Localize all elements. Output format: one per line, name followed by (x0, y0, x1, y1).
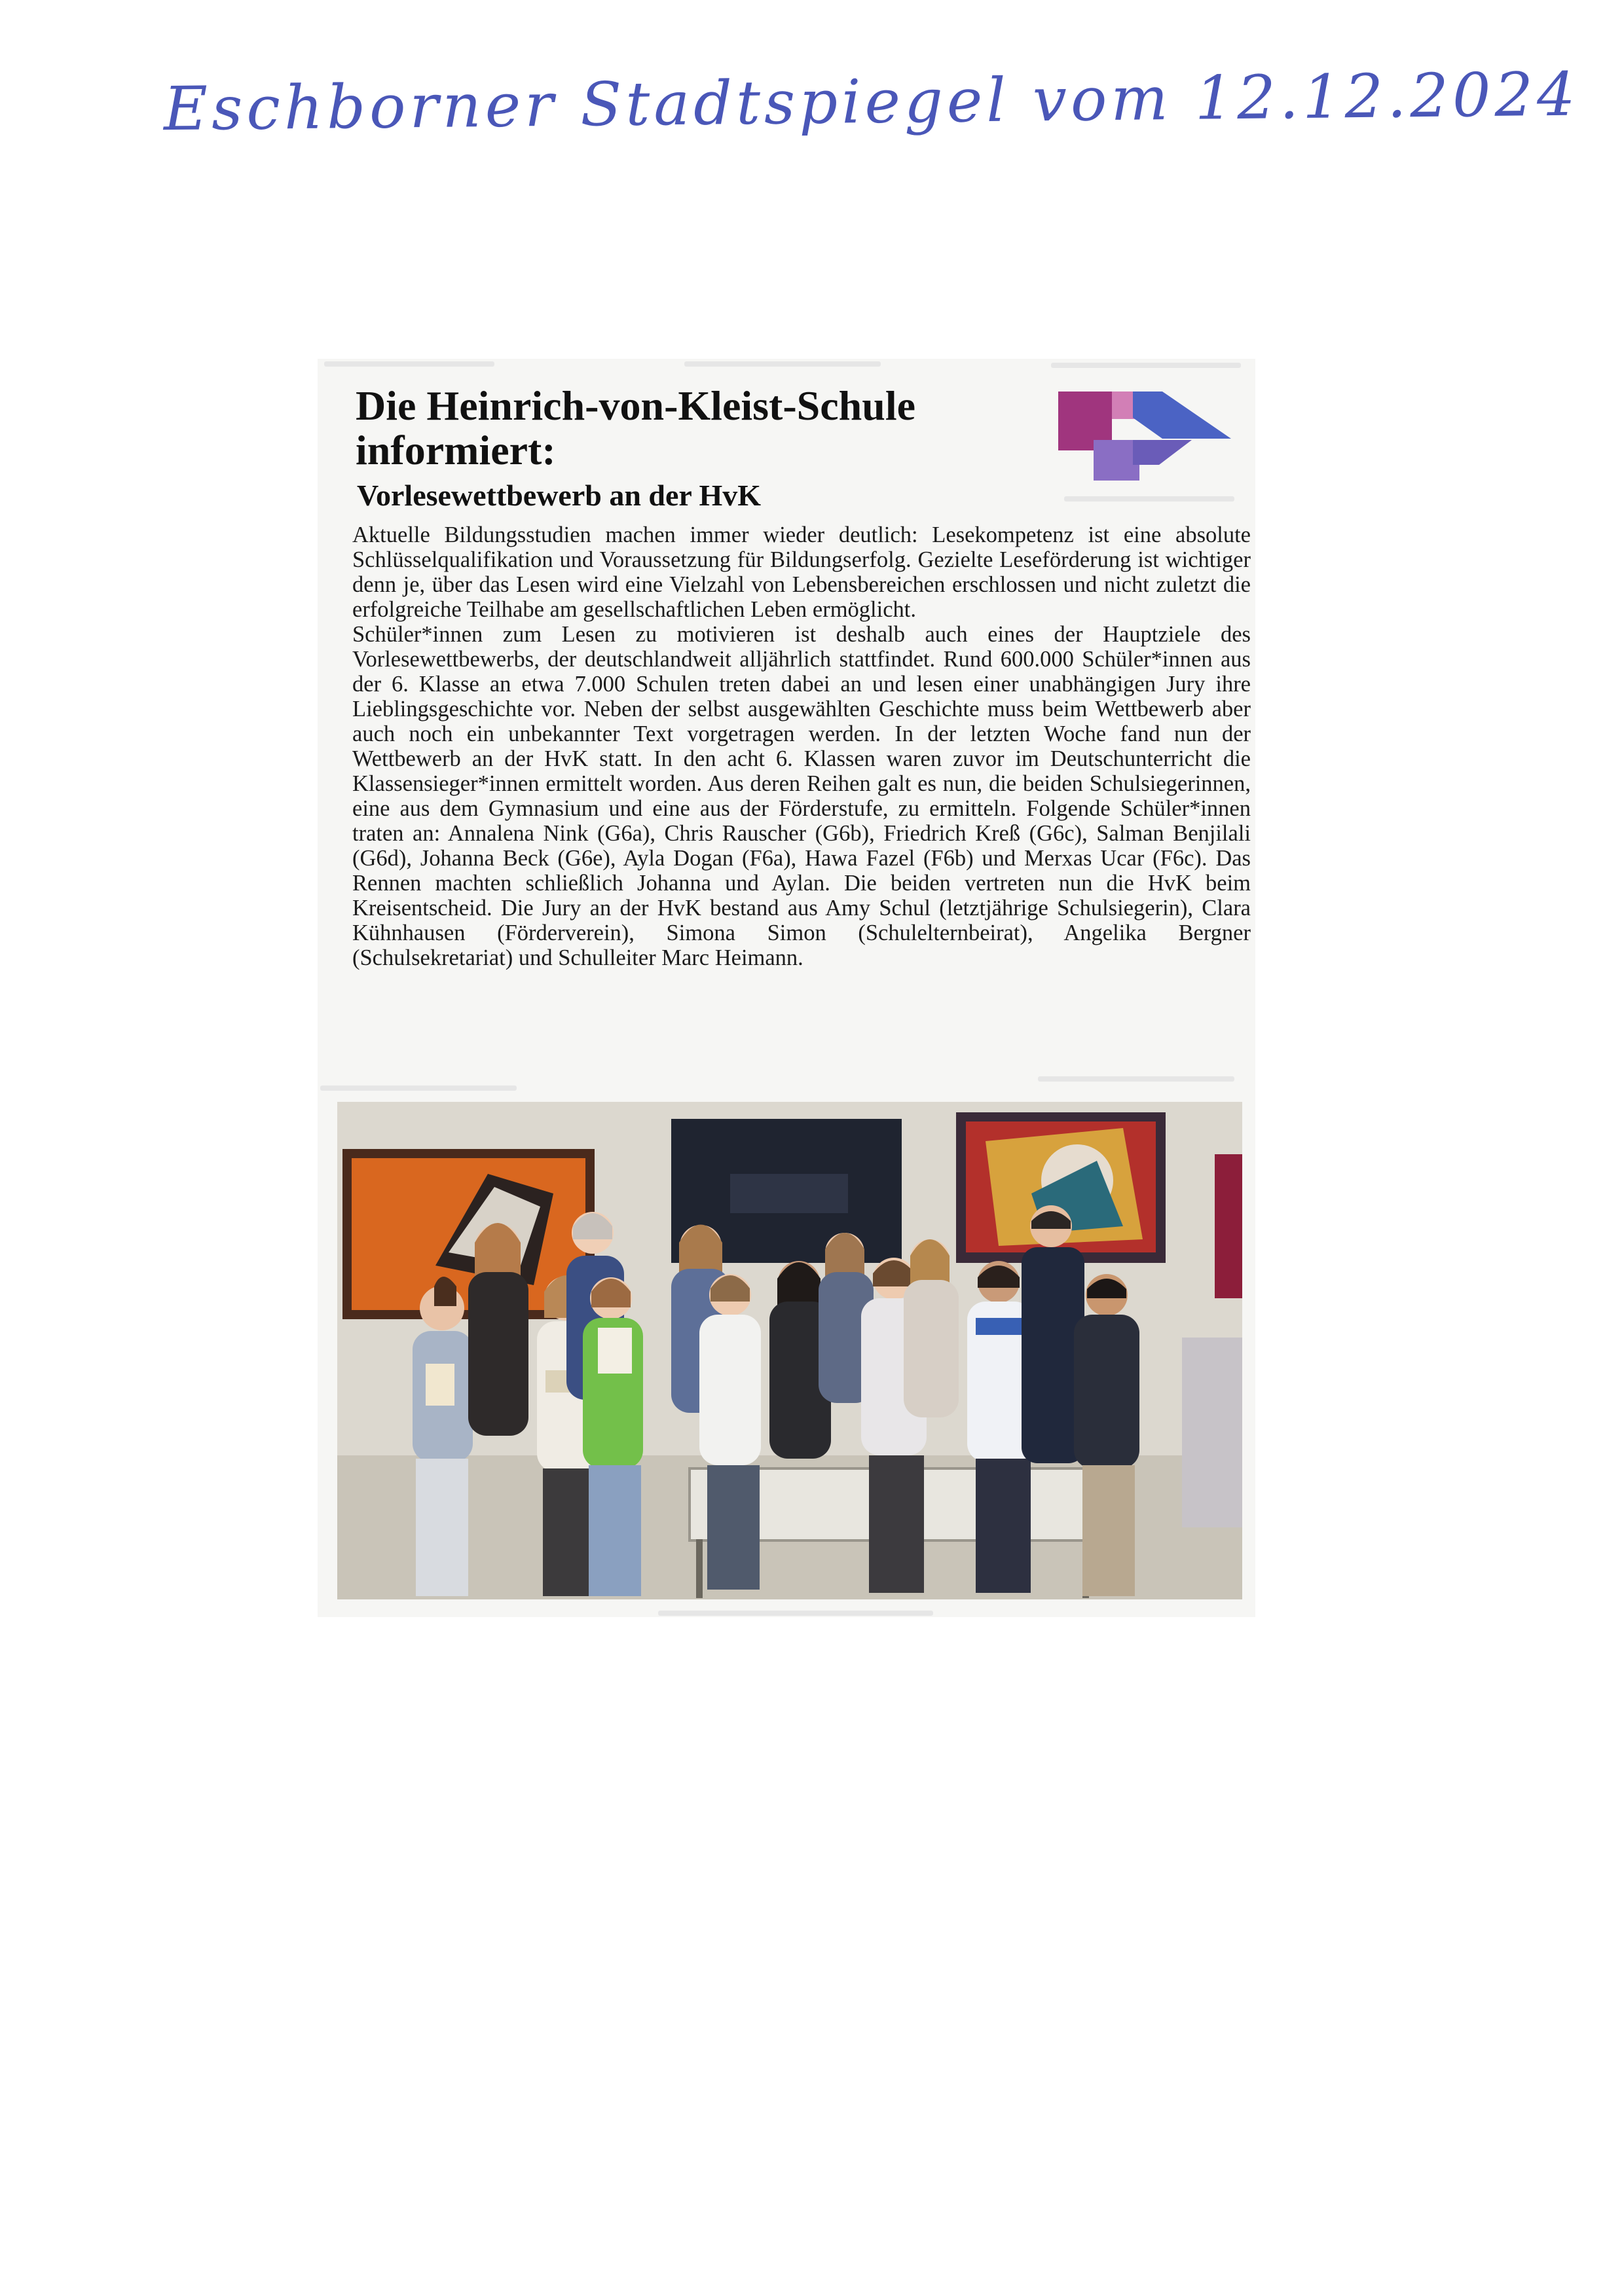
bleed-through-line (658, 1611, 933, 1616)
bleed-through-line (684, 361, 881, 367)
bleed-through-line (1051, 363, 1241, 368)
hvk-logo (1054, 380, 1238, 484)
logo-chevron-violet (1133, 440, 1192, 465)
person (583, 1277, 643, 1596)
tv-screen-glare (730, 1174, 848, 1213)
painting-far-right (1215, 1154, 1242, 1298)
group-photo (337, 1102, 1242, 1599)
article-title: Die Heinrich-von-Kleist-Schule informiert: (356, 382, 916, 473)
article-body (352, 522, 1251, 970)
logo-shape-purple (1094, 440, 1139, 481)
handwritten-note: Eschborner Stadtspiegel vom 12.12.2024 (163, 59, 1580, 145)
bleed-through-line (1064, 496, 1234, 501)
article-paragraph-1: Aktuelle Bildungsstudien machen immer wieder deutlich: Lesekompetenz ist eine absolute Schlüsselqualifikation und Voraussetzung für Bildungserfolg. Gezielte Leseförderung ist wichtiger denn je, über das Lesen wird eine Vielzahl von Lebensbereichen erschlossen und nicht zuletzt die erfolgreiche Teilhabe am gesellschaftlichen Leben ermöglicht. (352, 522, 1251, 622)
bleed-through-line (324, 361, 494, 367)
person (699, 1274, 761, 1590)
bleed-through-line (320, 1085, 517, 1091)
person (1074, 1274, 1139, 1596)
table-leg (696, 1539, 703, 1598)
person (468, 1223, 528, 1436)
article-subtitle: Vorlesewettbewerb an der HvK (357, 479, 762, 512)
logo-chevron-blue (1133, 392, 1231, 439)
bleed-through-line (1038, 1076, 1234, 1082)
article-paragraph-2: Schüler*innen zum Lesen zu motivieren ist deshalb auch eines der Hauptziele des Vorlesewettbewerbs, der deutschlandweit alljährlich stattfindet. Rund 600.000 Schüler*innen aus der 6. Klasse an etwa 7.000 Schulen treten dabei an und lesen einer unabhängigen Jury ihre Lieblingsgeschichte vor. Neben der selbst ausgewählten Geschichte muss beim Wettbewerb aber auch noch ein unbekannter Text vorgetragen werden. In der letzten Woche fand nun der Wettbewerb an der HvK statt. In den acht 6. Klassen waren zuvor im Deutschunterricht die Klassensieger*innen ermittelt worden. Aus deren Reihen galt es nun, die beiden Schulsiegerinnen, eine aus dem Gymnasium und eine aus der Förderstufe, zu ermitteln. Folgende Schüler*innen traten an: Annalena Nink (G6a), Chris Rauscher (G6b), Friedrich Kreß (G6c), Salman Benjilali (G6d), Johanna Beck (G6e), Ayla Dogan (F6a), Hawa Fazel (F6b) und Merxas Ucar (F6c). Das Rennen machten schließlich Johanna und Aylan. Die beiden vertreten nun die HvK beim Kreisentscheid. Die Jury an der HvK bestand aus Amy Schul (letztjährige Schulsiegerin), Clara Kühnhausen (Förderverein), Simona Simon (Schulelternbeirat), Angelika Bergner (Schulsekretariat) und Schulleiter Marc Heimann. (352, 622, 1251, 970)
window-blind-right (1182, 1338, 1242, 1527)
